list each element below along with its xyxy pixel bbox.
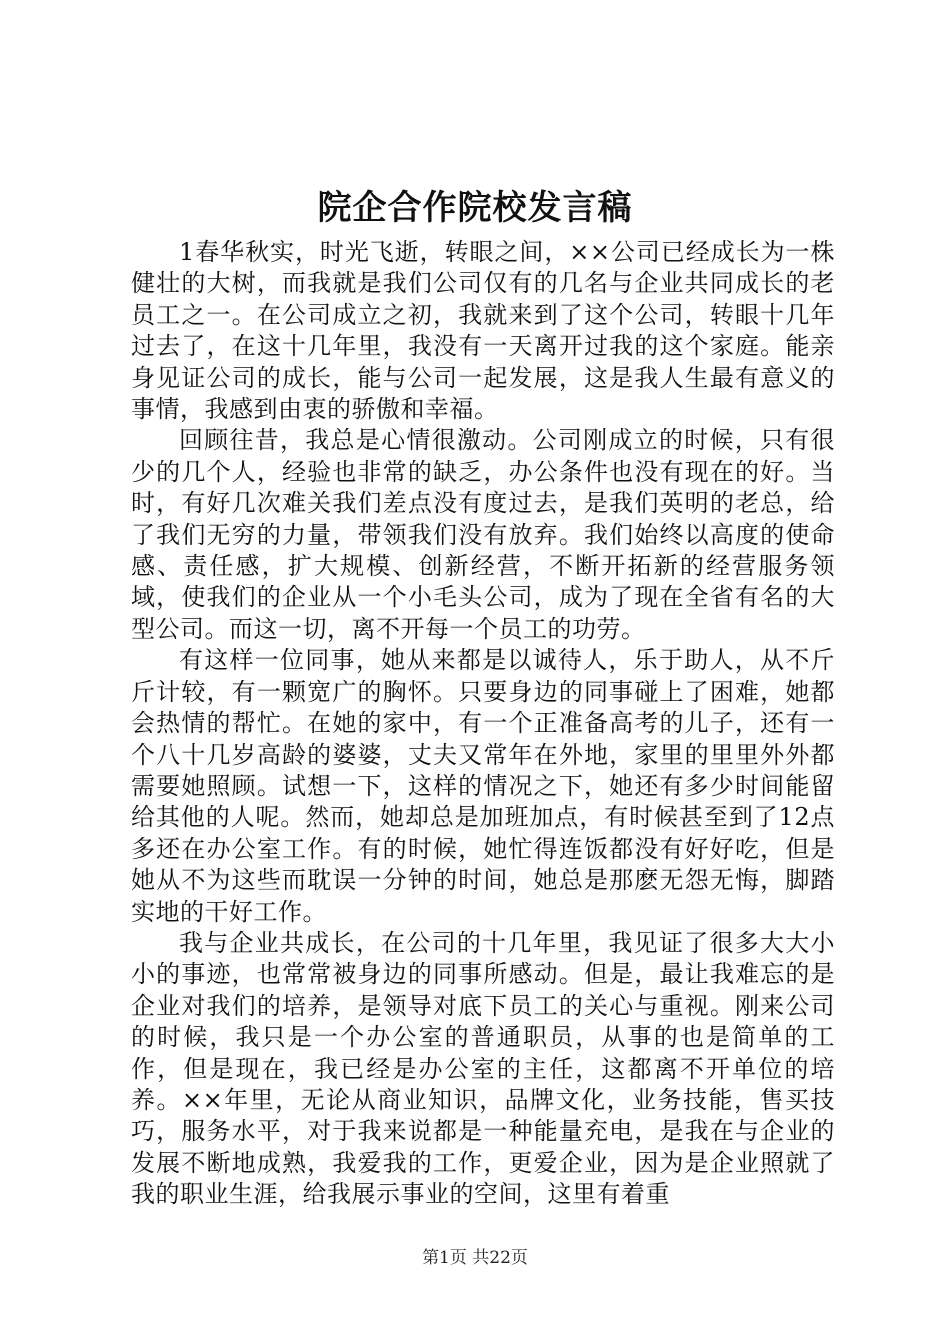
paragraph-2: 回顾往昔，我总是心情很激动。公司刚成立的时候，只有很少的几个人，经验也非常的缺乏，办公条件也没有现在的好。当时，有好几次难关我们差点没有度过去，是我们英明的老总，给了我们无穷的力量，带领我们没有放弃。我们始终以高度的使命感、责任感，扩大规模、创新经营，不断开拓新的经营服务领域，使我们的企业从一个小毛头公司，成为了现在全省有名的大型公司。而这一切，离不开每一个员工的功劳。 [131, 426, 835, 643]
document-title: 院企合作院校发言稿 [317, 188, 633, 228]
paragraph-4: 我与企业共成长，在公司的十几年里，我见证了很多大大小小的事迹，也常常被身边的同事所感动。但是，最让我难忘的是企业对我们的培养，是领导对底下员工的关心与重视。刚来公司的时候，我只是一个办公室的普通职员，从事的也是简单的工作，但是现在，我已经是办公室的主任，这都离不开单位的培养。××年里，无论从商业知识，品牌文化，业务技能，售买技巧，服务水平，对于我来说都是一种能量充电，是我在与企业的发展不断地成熟，我爱我的工作，更爱企业，因为是企业照就了我的职业生涯，给我展示事业的空间，这里有着重 [131, 928, 835, 1209]
paragraph-1: 1春华秋实，时光飞逝，转眼之间，××公司已经成长为一株健壮的大树，而我就是我们公司仅有的几名与企业共同成长的老员工之一。在公司成立之初，我就来到了这个公司，转眼十几年过去了，在这十几年里，我没有一天离开过我的这个家庭。能亲身见证公司的成长，能与公司一起发展，这是我人生最有意义的事情，我感到由衷的骄傲和幸福。 [131, 238, 835, 424]
paragraph-3: 有这样一位同事，她从来都是以诚待人，乐于助人，从不斤斤计较，有一颗宽广的胸怀。只要身边的同事碰上了困难，她都会热情的帮忙。在她的家中，有一个正准备高考的儿子，还有一个八十几岁高龄的婆婆，丈夫又常年在外地，家里的里里外外都需要她照顾。试想一下，这样的情况之下，她还有多少时间能留给其他的人呢。然而，她却总是加班加点，有时候甚至到了12点多还在办公室工作。有的时候，她忙得连饭都没有好好吃，但是她从不为这些而耽误一分钟的时间，她总是那麽无怨无悔，脚踏实地的干好工作。 [131, 646, 835, 926]
document-body [131, 237, 835, 1211]
page-footer: 第1页 共22页 [422, 1248, 528, 1268]
